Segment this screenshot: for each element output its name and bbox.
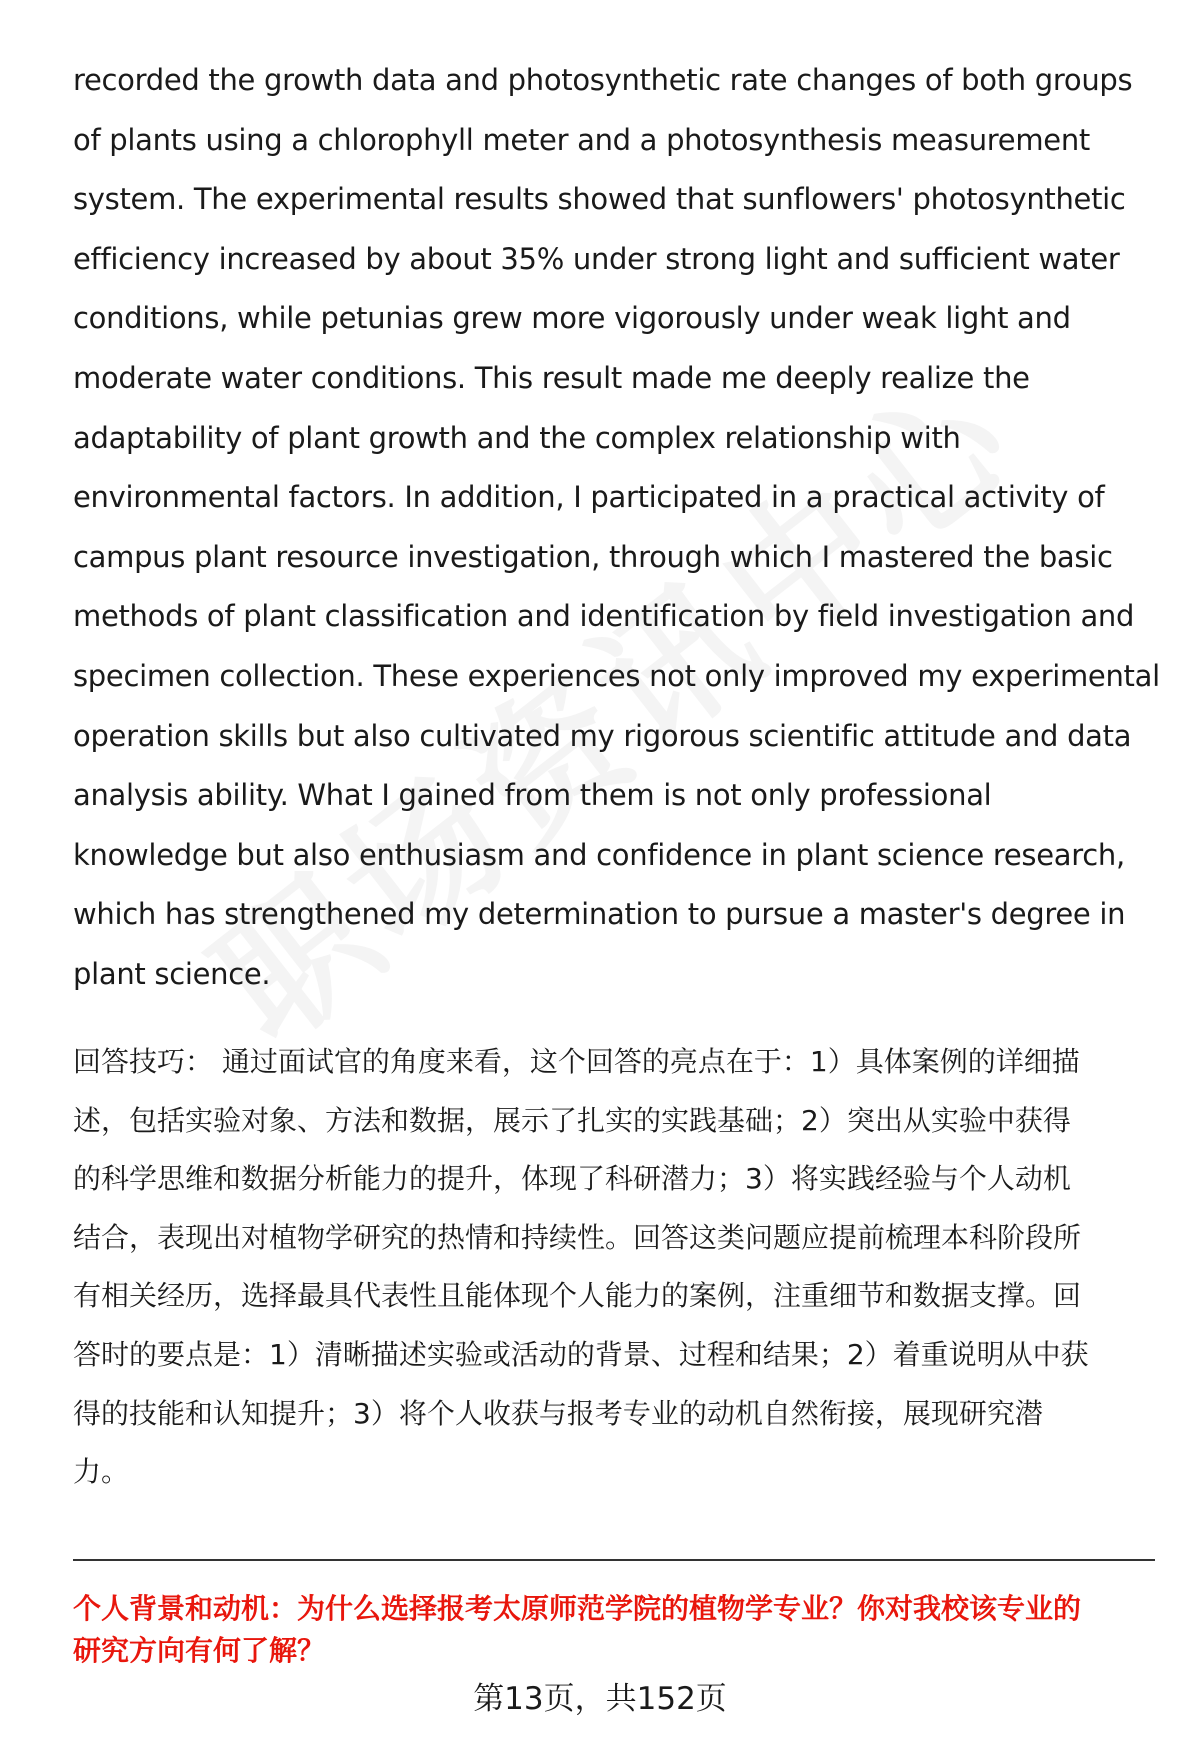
text-line: 有相关经历，选择最具代表性且能体现个人能力的案例，注重细节和数据支撑。回 — [73, 1279, 1082, 1313]
text-line: recorded the growth data and photosynthetic rate changes of both groups — [73, 63, 1133, 97]
text-line: efficiency increased by about 35% under strong light and sufficient water — [73, 241, 1120, 276]
text-line: 回答技巧： 通过面试官的角度来看，这个回答的亮点在于：1）具体案例的详细描 — [73, 1045, 1080, 1078]
question-line: 个人背景和动机：为什么选择报考太原师范学院的植物学专业？你对我校该专业的 — [73, 1592, 1082, 1625]
text-line: environmental factors. In addition, I participated in a practical activity of — [73, 480, 1105, 515]
text-line: methods of plant classification and identification by field investigation and — [73, 599, 1135, 634]
answer-tips-paragraph — [73, 1033, 1153, 1502]
text-line: campus plant resource investigation, through which I mastered the basic — [73, 539, 1113, 574]
text-line: operation skills but also cultivated my rigorous scientific attitude and data — [73, 718, 1132, 753]
text-line: specimen collection. These experiences not only improved my experimental — [73, 658, 1160, 693]
text-line: analysis ability. What I gained from them is not only professional — [73, 778, 992, 813]
text-line: conditions, while petunias grew more vigorously under weak light and — [73, 301, 1071, 336]
text-line: 答时的要点是：1）清晰描述实验或活动的背景、过程和结果；2）着重说明从中获 — [73, 1337, 1089, 1371]
english-answer-paragraph — [73, 51, 1163, 1005]
text-line: adaptability of plant growth and the complex relationship with — [73, 420, 961, 455]
text-line: moderate water conditions. This result made me deeply realize the — [73, 360, 1030, 395]
question-line: 研究方向有何了解？ — [73, 1634, 326, 1667]
text-line: 述，包括实验对象、方法和数据，展示了扎实的实践基础；2）突出从实验中获得 — [73, 1103, 1071, 1137]
page-number: 第13页，共152页 — [473, 1681, 727, 1717]
text-line: of plants using a chlorophyll meter and a photosynthesis measurement — [73, 122, 1090, 157]
section-divider — [73, 1559, 1155, 1561]
text-line: system. The experimental results showed that sunflowers' photosynthetic — [73, 182, 1126, 217]
next-question-heading — [73, 1588, 1163, 1672]
text-line: 力。 — [73, 1455, 130, 1489]
text-line: 结合，表现出对植物学研究的热情和持续性。回答这类问题应提前梳理本科阶段所 — [73, 1220, 1082, 1254]
text-line: plant science. — [73, 956, 271, 991]
text-line: 的科学思维和数据分析能力的提升，体现了科研潜力；3）将实践经验与个人动机 — [73, 1162, 1071, 1196]
text-line: 得的技能和认知提升；3）将个人收获与报考专业的动机自然衔接，展现研究潜 — [73, 1396, 1043, 1430]
text-line: knowledge but also enthusiasm and confidence in plant science research, — [73, 837, 1125, 872]
text-line: which has strengthened my determination to pursue a master's degree in — [73, 897, 1126, 932]
